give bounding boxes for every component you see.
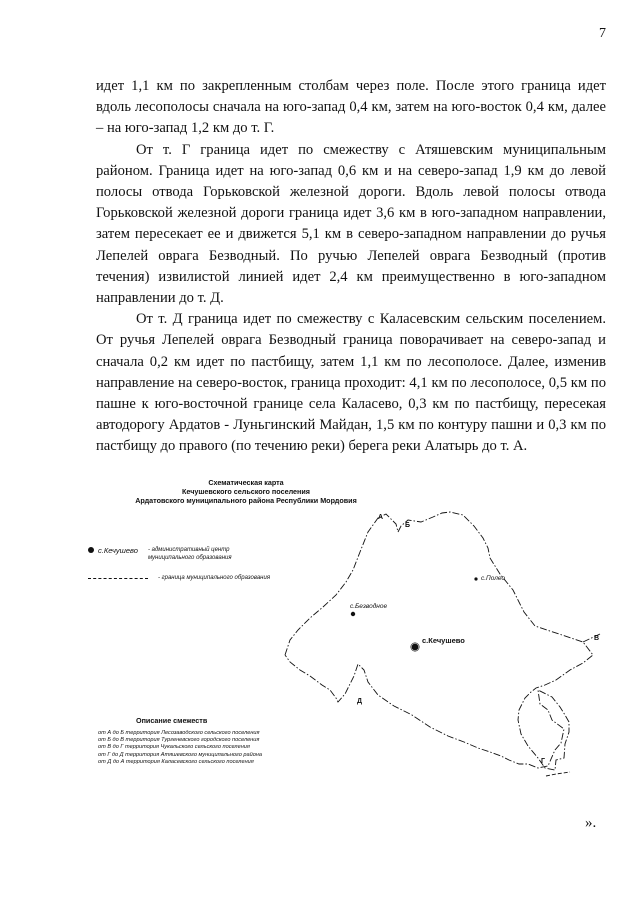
village-marker-kechushevo (412, 644, 418, 650)
legend-boundary-desc: - граница муниципального образования (158, 575, 271, 581)
page-number: 7 (599, 26, 606, 41)
map-title-line-3: Ардатовского муниципального района Республики Мордовия (135, 496, 357, 505)
legend-center-row (88, 546, 232, 562)
point-g-label: Г (541, 758, 545, 765)
village-marker-bezvodnoe (351, 612, 355, 616)
point-a-label: А (378, 514, 384, 521)
village-label-polyovo: с.Полео (481, 575, 506, 582)
village-label-kechushevo: с.Кечушево (422, 636, 465, 645)
adjacency-item: от Д до А территория Каласевского сельского поселения (98, 758, 254, 765)
legend-center-desc-line-1: - административный центр (147, 547, 230, 553)
map-title (126, 478, 366, 505)
adjacency-item: от Б до В территория Тургеневского городского поселения (98, 737, 260, 744)
boundary-line-icon (88, 578, 148, 579)
adjacency-title: Описание смежеств (136, 716, 208, 725)
document-text (96, 76, 606, 458)
map-title-line-1: Схематическая карта (208, 478, 284, 487)
point-b-label: Б (405, 522, 411, 529)
map-title-line-2: Кечушевского сельского поселения (182, 487, 310, 496)
point-d-label: Д (357, 698, 362, 705)
closing-quote: ». (585, 815, 597, 831)
paragraph-2: От т. Г граница идет по смежеству с Атяшевским муниципальным районом. Граница идет на юго-запад 0,6 км и на северо-запад 1,9 км до левой полосы отвода Горьковской железной дороги. Вдоль левой полосы отвода Горьковской железной дороги граница идет 3,6 км в юго-западном направлении, затем пересекает ее и движется 5,1 км в северо-западном направлении до ручья Лепелей оврага Безводный. По ручью Лепелей оврага Безводный (против течения) извилистой линией идет 2,4 км преимущественно в юго-западном направлении до т. Д. (96, 141, 606, 307)
paragraph-1: идет 1,1 км по закрепленным столбам через поле. После этого граница идет вдоль лесополосы сначала на юго-запад 0,4 км, затем на юго-восток 0,4 км, далее – на юго-запад 1,2 км до т. Г. (96, 78, 606, 137)
legend-center-desc-line-2: муниципального образования (147, 555, 232, 561)
schematic-map (78, 470, 618, 800)
adjacency-item: от В до Г территория Чукальского сельского поселения (98, 744, 250, 751)
adjacency-item: от Г до Д территория Атяшевского муниципального района (98, 751, 262, 758)
legend-center-desc (148, 546, 232, 562)
boundary-tail-g (546, 772, 570, 776)
legend-center-label: с.Кечушево (98, 546, 138, 555)
adjacency-list (98, 730, 262, 766)
village-marker-polyovo (474, 577, 477, 580)
village-label-bezvodnoe: с.Безводное (350, 603, 388, 610)
legend-boundary-row (88, 574, 270, 582)
center-dot-icon (88, 547, 94, 553)
point-v-label: В (594, 635, 600, 642)
paragraph-3: От т. Д граница идет по смежеству с Каласевским сельским поселением. От ручья Лепелей оврага Безводный граница поворачивает на северо-запад и сначала 0,2 км идет по пастбищу, затем 1,1 км по лесополосе. Далее, изменив направление на северо-восток, граница проходит: 4,1 км по лесополосе, 0,5 км по пашне к юго-восточной границе села Каласево, 0,3 км по пастбищу, пересекая автодорогу Ардатов - Луньгинский Майдан, 1,5 км по контуру пашни и 0,3 км по пастбищу до правого (по течению реки) берега реки Алатырь до т. А. (96, 311, 606, 455)
adjacency-item: от А до Б территория Лесозаводского сельского поселения (98, 730, 260, 736)
